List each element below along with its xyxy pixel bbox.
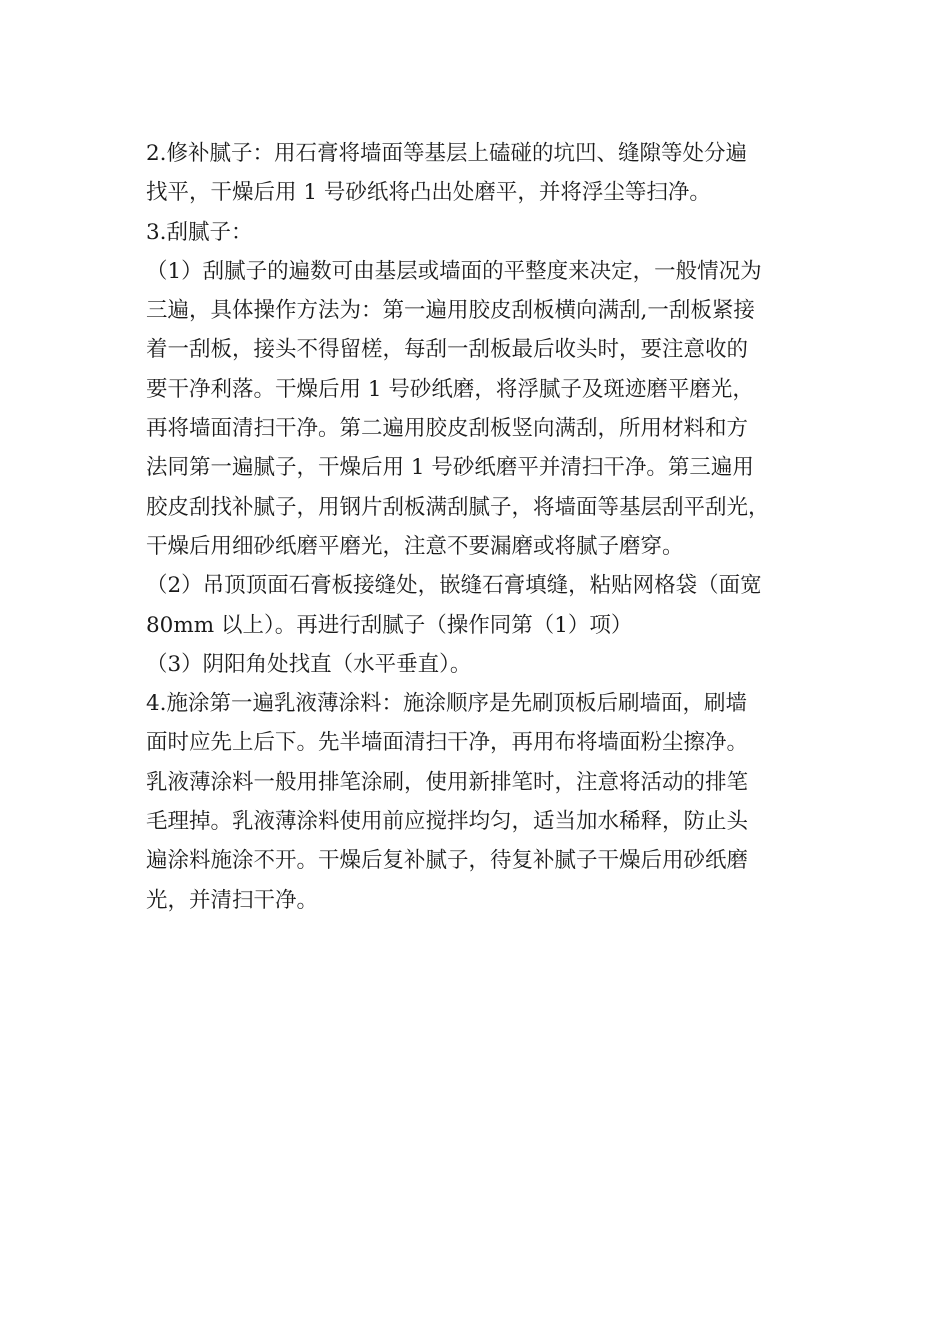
paragraph-line: 干燥后用细砂纸磨平磨光，注意不要漏磨或将腻子磨穿。 [146, 533, 684, 559]
paragraph-line: 遍涂料施涂不开。干燥后复补腻子，待复补腻子干燥后用砂纸磨 [146, 848, 749, 874]
paragraph-line: 毛理掉。乳液薄涂料使用前应搅拌均匀，适当加水稀释，防止头 [146, 809, 749, 835]
paragraph-line: 要干净利落。干燥后用 1 号砂纸磨，将浮腻子及斑迹磨平磨光， [146, 376, 754, 402]
paragraph-line: 80mm 以上）。再进行刮腻子（操作同第（1）项） [146, 612, 633, 638]
paragraph-line: 法同第一遍腻子，干燥后用 1 号砂纸磨平并清扫干净。第三遍用 [146, 455, 754, 481]
paragraph-line: 2.修补腻子：用石膏将墙面等基层上磕碰的坑凹、缝隙等处分遍 [146, 141, 748, 166]
paragraph-line: 3.刮腻子： [146, 219, 253, 245]
document-body [146, 134, 816, 920]
paragraph-line: 三遍，具体操作方法为：第一遍用胶皮刮板横向满刮,一刮板紧接 [146, 298, 755, 324]
paragraph-line: （2）吊顶顶面石膏板接缝处，嵌缝石膏填缝，粘贴网格袋（面宽 [146, 573, 762, 599]
paragraph-line: 再将墙面清扫干净。第二遍用胶皮刮板竖向满刮，所用材料和方 [146, 416, 749, 442]
paragraph-line: 4.施涂第一遍乳液薄涂料：施涂顺序是先刷顶板后刷墙面，刷墙 [146, 691, 748, 717]
paragraph-line: 着一刮板，接头不得留槎，每刮一刮板最后收头时，要注意收的 [146, 337, 749, 363]
paragraph-line: 乳液薄涂料一般用排笔涂刷，使用新排笔时，注意将活动的排笔 [146, 769, 749, 795]
paragraph-line: （1）刮腻子的遍数可由基层或墙面的平整度来决定，一般情况为 [146, 258, 762, 284]
paragraph-line: 面时应先上后下。先半墙面清扫干净，再用布将墙面粉尘擦净。 [146, 730, 749, 756]
paragraph-line: 找平，干燥后用 1 号砂纸将凸出处磨平，并将浮尘等扫净。 [146, 180, 711, 206]
paragraph-line: 胶皮刮找补腻子，用钢片刮板满刮腻子，将墙面等基层刮平刮光， [146, 494, 770, 520]
paragraph-line: 光，并清扫干净。 [146, 887, 319, 913]
paragraph-line: （3）阴阳角处找直（水平垂直）。 [146, 651, 472, 677]
